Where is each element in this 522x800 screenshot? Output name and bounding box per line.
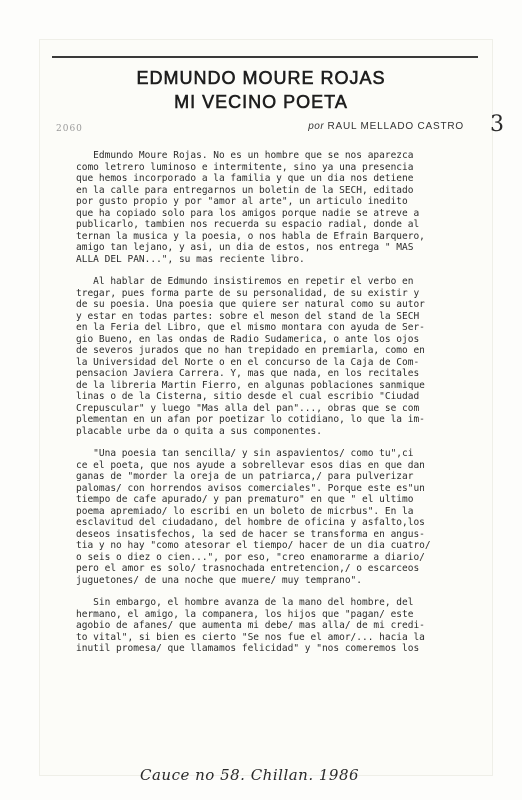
text-line: "Una poesia tan sencilla/ y sin aspavientos/ como tu",ci (76, 448, 414, 459)
text-line: juguetones/ de una noche que muere/ muy temprano". (76, 574, 362, 586)
text-line: la Universidad del Norte o en el concurso de la Caja de Com- (76, 356, 420, 368)
text-line: por gusto propio y por "amor al arte", un articulo inedito (76, 196, 408, 207)
text-line: agobio de afanes/ que aumenta mi debe/ mas alla/ de mi credi- (76, 620, 425, 631)
text-line: o seis o diez o cien...", por eso, "creo enamorarme a diario/ (76, 551, 425, 563)
paragraph (76, 597, 476, 655)
text-line: tregar, pues forma parte de su personalidad, de su existir y (76, 287, 420, 299)
text-line: ternan la musica y la poesia, o nos habla de Efrain Barquero, (76, 230, 425, 242)
text-line: esclavitud del ciudadano, del hombre de oficina y asfalto,los (76, 517, 425, 528)
text-line: poema apremiado/ lo escribi en un boleto de micrbus". En la (76, 505, 414, 517)
text-line: hermano, el amigo, la companera, los hijos que "pagan/ este (76, 608, 414, 620)
text-line: linas o de la Cisterna, sitio desde el cual escribio "Ciudad (76, 391, 420, 402)
article-subtitle: MI VECINO POETA (174, 92, 348, 112)
top-rule (52, 56, 478, 58)
text-line: Crepuscular" y luego "Mas alla del pan"..., obras que se com (76, 402, 420, 414)
article-title: EDMUNDO MOURE ROJAS (136, 68, 386, 88)
text-line: tiempo de cafe apurado/ y pan prematuro" en que " el ultimo (76, 494, 414, 505)
text-line: que hemos incorporado a la familia y que un dia nos detiene (76, 173, 414, 184)
text-line: Sin embargo, el hombre avanza de la mano del hombre, del (76, 597, 414, 608)
text-line: amigo tan lejano, y asi, un dia de estos, nos entrega " MAS (76, 242, 414, 253)
handwritten-source-note: Cauce no 58. Chillan. 1986 (140, 766, 360, 784)
text-line: en la Feria del Libro, que el mismo montara con ayuda de Ser- (76, 322, 425, 333)
byline (308, 121, 464, 132)
text-line: placable urbe da o quita a sus componentes. (76, 425, 322, 437)
text-line: Edmundo Moure Rojas. No es un hombre que se nos aparezca (76, 150, 414, 161)
text-line: tia y no hay "como atesorar el tiempo/ hacer de un dia cuatro/ (76, 540, 431, 551)
byline-prefix: por (308, 121, 325, 132)
text-line: de la libreria Martin Fierro, en algunas poblaciones sanmique (76, 379, 425, 391)
text-line: ALLA DEL PAN...", su mas reciente libro. (76, 253, 305, 265)
text-line: to vital", si bien es cierto "Se nos fue el amor/... hacia la (76, 631, 425, 643)
text-line: gio Bueno, en las ondas de Radio Sudamerica, o ante los ojos (76, 333, 420, 345)
text-line: ganas de "morder la oreja de un patriarca,/ para pulverizar (76, 471, 414, 482)
byline-author: RAUL MELLADO CASTRO (327, 121, 464, 132)
text-line: como letrero luminoso e intermitente, sino ya una presencia (76, 161, 414, 173)
stray-mark: 2060 (56, 124, 83, 134)
paragraph (76, 276, 476, 437)
text-line: inutil promesa/ que llamamos felicidad" y "nos comeremos los (76, 643, 420, 654)
text-line: de severos jurados que no han trepidado en premiarla, como en (76, 345, 425, 356)
paragraph (76, 448, 476, 586)
text-line: palomas/ con horrendos avisos comerciales". Porque este es"un (76, 482, 425, 494)
paragraph (76, 150, 476, 265)
text-line: publicarlo, tambien nos recuerda su espacio radial, donde al (76, 219, 420, 230)
text-line: en la calle para entregarnos un boletin de la SECH, editado (76, 184, 414, 196)
text-line: que ha copiado solo para los amigos porque nadie se atreve a (76, 207, 420, 219)
text-line: de su poesia. Una poesia que quiere ser natural como su autor (76, 299, 425, 310)
text-line: pero el amor es solo/ trasnochada entretencion,/ o escarceos (76, 563, 420, 574)
text-line: plementan en un afan por poetizar lo cotidiano, lo que la im- (76, 414, 425, 425)
text-line: ce el poeta, que nos ayude a sobrellevar esos dias en que dan (76, 459, 425, 471)
text-line: y estar en todas partes: sobre el meson del stand de la SECH (76, 310, 420, 322)
text-line: pensacion Javiera Carrera. Y, mas que nada, en los recitales (76, 368, 420, 379)
text-line: deseos insatisfechos, la sed de hacer se transforma en angus- (76, 528, 425, 540)
page-number: 3 (490, 112, 504, 137)
text-line: Al hablar de Edmundo insistiremos en repetir el verbo en (76, 276, 414, 287)
article-body (76, 150, 476, 666)
